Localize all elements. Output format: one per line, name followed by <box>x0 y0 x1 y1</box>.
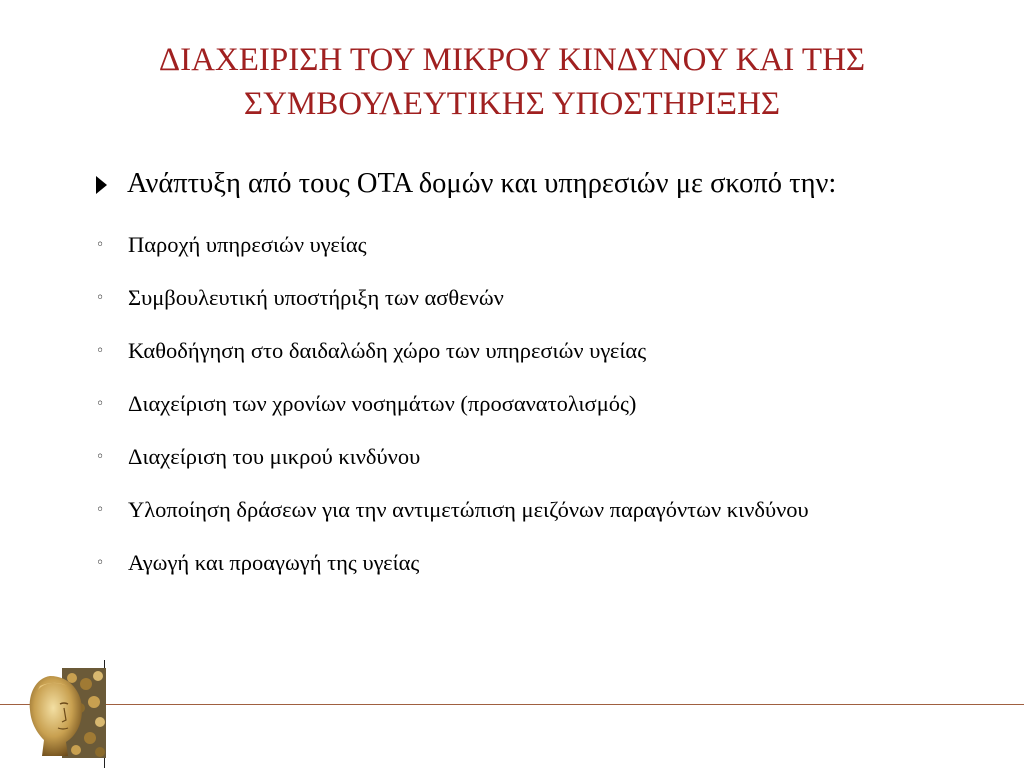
slide-title <box>60 38 964 126</box>
list-item <box>96 381 964 427</box>
list-item <box>96 275 964 321</box>
list-item <box>96 222 964 268</box>
bullet-marker-icon: ◦ <box>96 449 105 465</box>
list-item <box>96 434 964 480</box>
bullet-list <box>96 222 964 593</box>
bullet-marker-icon: ◦ <box>96 237 105 253</box>
list-item-text: Υλοποίηση δράσεων για την αντιμετώπιση μειζόνων παραγόντων κινδύνου <box>128 497 809 522</box>
slide-title-line-1: ΔΙΑΧΕΙΡΙΣΗ ΤΟΥ ΜΙΚΡΟΥ ΚΙΝΔΥΝΟΥ ΚΑΙ ΤΗΣ <box>158 42 866 78</box>
bullet-marker-icon: ◦ <box>96 290 105 306</box>
slide-title-line-2: ΣΥΜΒΟΥΛΕΥΤΙΚΗΣ ΥΠΟΣΤΗΡΙΞΗΣ <box>243 86 781 122</box>
list-item <box>96 328 964 374</box>
classical-head-logo <box>24 668 106 758</box>
footer-divider <box>0 704 1024 705</box>
bullet-marker-icon: ◦ <box>96 396 105 412</box>
list-item-text: Παροχή υπηρεσιών υγείας <box>128 232 367 257</box>
list-item-text: Συμβουλευτική υποστήριξη των ασθενών <box>128 285 504 310</box>
list-item <box>96 487 964 533</box>
lead-text: Ανάπτυξη από τους ΟΤΑ δομών και υπηρεσιών με σκοπό την: <box>127 168 837 199</box>
bullet-marker-icon: ◦ <box>96 502 105 518</box>
triangle-right-icon <box>96 176 107 194</box>
list-item <box>96 540 964 586</box>
list-item-text: Διαχείριση του μικρού κινδύνου <box>128 444 421 469</box>
list-item-text: Αγωγή και προαγωγή της υγείας <box>128 550 420 575</box>
list-item-text: Καθοδήγηση στο δαιδαλώδη χώρο των υπηρεσιών υγείας <box>128 338 647 363</box>
list-item-text: Διαχείριση των χρονίων νοσημάτων (προσανατολισμός) <box>128 391 637 416</box>
bullet-marker-icon: ◦ <box>96 555 105 571</box>
bullet-marker-icon: ◦ <box>96 343 105 359</box>
